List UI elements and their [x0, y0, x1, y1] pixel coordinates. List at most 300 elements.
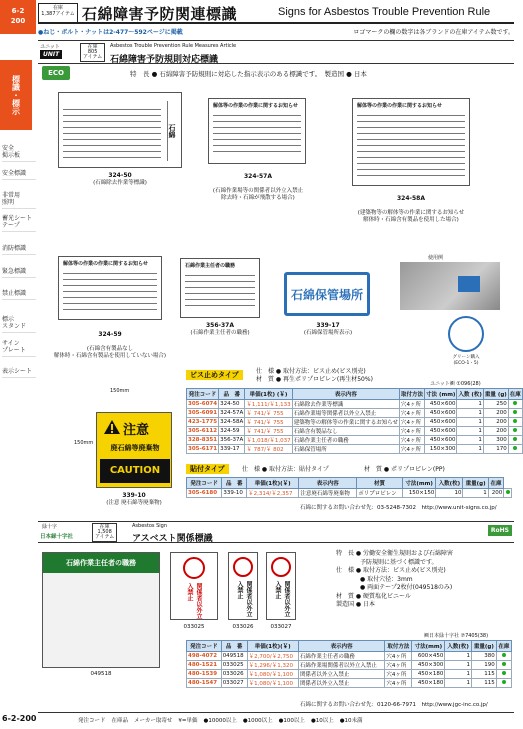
table-cell: 170: [483, 445, 508, 454]
text-line: [63, 303, 157, 304]
table-cell[interactable]: 480-1547: [187, 679, 222, 688]
column-header: 単価(1枚) (￥): [245, 389, 292, 400]
column-header: 重量(g): [471, 641, 496, 652]
table-cell: 穴4ヶ所: [385, 652, 412, 661]
type2-spec-material: 材 質 ● ポリプロピレン(PP): [364, 466, 445, 473]
feature-line: 特 長 ● 労働安全衛生規則および石綿障害: [336, 550, 454, 557]
caption-339-10: [80, 492, 188, 507]
table-cell: 1: [457, 418, 483, 427]
caption-033027: 033027: [270, 624, 292, 630]
column-header: 寸法 (mm): [425, 389, 457, 400]
text-line: [357, 121, 465, 122]
brand-caption: ユニット: [40, 44, 60, 50]
sign-324-58a: [352, 98, 470, 186]
eco-mark: ECO: [42, 66, 70, 80]
type1-spec-mounting: 仕 様 ● 取付方法：ビス止め(ビス別売): [256, 368, 366, 375]
text-line: [357, 133, 465, 134]
text-line: [63, 297, 157, 298]
text-line: [357, 145, 465, 146]
table-cell: 10: [436, 489, 463, 498]
column-header: 在庫: [496, 641, 511, 652]
type1-bar: [186, 370, 243, 380]
column-header: 入数(枚): [445, 641, 472, 652]
table-cell: 1: [445, 652, 472, 661]
text-line: [357, 139, 465, 140]
text-line: [213, 121, 301, 122]
table-cell: 穴4ヶ所: [400, 400, 425, 409]
table-cell: ￥ 787/￥ 802: [245, 445, 292, 454]
text-line: [213, 145, 301, 146]
section2-title: アスベスト関係標識: [132, 534, 213, 544]
section2-table: [186, 640, 512, 688]
sidebar-item[interactable]: 表示シート: [2, 368, 36, 378]
legend-item: 在庫品: [111, 717, 129, 724]
sign-033027-label: 関係者以外立入禁止: [274, 581, 290, 617]
legend-item: メーカー取寄せ: [134, 717, 173, 724]
sign-049518: [42, 552, 160, 668]
section2-maker: ㈱日本緑十字社 ⑦7405(38): [424, 633, 489, 639]
caption-code: 339-17: [316, 322, 340, 329]
table-cell: ￥2,700/￥2,750: [247, 652, 298, 661]
sidebar-item[interactable]: 蓄光シート テープ: [2, 215, 36, 232]
text-line: [63, 291, 157, 292]
table-cell: 190: [471, 661, 496, 670]
table-cell: 324-59: [219, 427, 245, 436]
column-header: 寸法(mm): [412, 641, 445, 652]
stock-cell: [504, 489, 512, 498]
column-header: 取付方法: [385, 641, 412, 652]
stock-dot-icon: [513, 419, 517, 423]
dim-line-w: [96, 394, 172, 396]
table-cell[interactable]: 305-6091: [188, 410, 218, 416]
table-cell: 150×300: [425, 445, 457, 454]
text-line: [357, 163, 465, 164]
photo-label: 使用例: [428, 255, 444, 261]
table-cell: 1: [445, 661, 472, 670]
text-line: [63, 109, 161, 110]
table-cell: 324-57A: [220, 410, 244, 416]
caption-033025: 033025: [183, 624, 205, 630]
caption-desc: (注意 廃石綿等廃棄物): [106, 500, 162, 506]
sub-header: [38, 27, 514, 37]
type1-table: [186, 388, 523, 454]
sign-033025: [170, 552, 218, 620]
column-header: 在庫: [508, 389, 522, 400]
table-cell: 033025: [221, 661, 247, 670]
section1-stock-count: 在庫 805 アイテム: [80, 43, 105, 62]
stock-cell: [496, 670, 511, 679]
table-cell: 穴4ヶ所: [385, 679, 412, 688]
sign-049518-title: 石綿作業主任者の職務: [43, 553, 159, 573]
text-line: [185, 305, 255, 306]
sidebar-item[interactable]: 消防標識: [2, 245, 36, 255]
table-cell: 1: [463, 489, 488, 498]
sign-heading: 解体等の作業の作業に関するお知らせ: [357, 103, 442, 109]
stock-cell: [508, 445, 522, 454]
sidebar-item[interactable]: 安全 掲示板: [2, 145, 36, 162]
column-header: 単価(1枚)(￥): [247, 641, 298, 652]
brand-caption: 緑十字: [42, 524, 58, 530]
column-header: 発注コード: [187, 478, 222, 489]
table-cell: 324-50: [219, 400, 245, 409]
table-cell: 注意廃石綿等廃棄物: [299, 489, 357, 498]
sign-033025-label: 関係者以外立入禁止: [186, 583, 202, 619]
midori-juji-logo: 日本緑十字社: [40, 534, 74, 540]
text-line: [357, 151, 465, 152]
category-tab[interactable]: 標識・標示: [0, 60, 32, 130]
text-line: [357, 175, 465, 176]
section1-en-title: Asbestos Trouble Prevention Rule Measures Article: [110, 43, 237, 49]
table-row: [187, 489, 512, 498]
table-cell: 450×600: [425, 409, 457, 418]
stock-dot-icon: [506, 490, 510, 494]
section2-stock-count: 在庫 1,508 アイテム: [92, 523, 117, 542]
table-cell: 1: [457, 427, 483, 436]
caption-324-57a: [200, 166, 316, 202]
sticker-title: 注意: [123, 423, 150, 438]
text-line: [357, 157, 465, 158]
text-line: [213, 139, 301, 140]
table-cell: 033026: [221, 670, 247, 679]
table-cell: 200: [483, 418, 508, 427]
sidebar-item[interactable]: 標示 スタンド: [2, 316, 36, 333]
type1-maker: ユニット㈱ ①096(28): [430, 381, 481, 387]
feature-line: ● 取付穴径：3mm: [336, 575, 413, 583]
table-cell: ￥1,080/￥1,100: [247, 679, 298, 688]
caption-desc: (石綿除去作業等標識): [93, 180, 147, 186]
sign-339-17: 石綿保管場所: [284, 272, 370, 316]
type2-tag: 貼付タイプ: [186, 464, 229, 474]
text-line: [63, 121, 161, 122]
table-cell[interactable]: 305-6074: [188, 401, 218, 407]
sign-324-59: [58, 256, 162, 320]
sign-356-37a: [180, 258, 260, 318]
green-purchase-mark: [448, 316, 484, 352]
table-cell: 建築物等の解体等の作業に関するお知らせ: [292, 418, 399, 427]
feature-line: 予防規則に基づく標識です。: [336, 558, 438, 566]
table-cell: ￥ 741/￥ 755: [245, 427, 292, 436]
table-cell[interactable]: 480-1521: [187, 661, 222, 670]
stock-cell: [508, 427, 522, 436]
caption-324-58a: [344, 188, 478, 224]
table-cell: 200: [483, 427, 508, 436]
feature-line: 材 質 ● 硬質塩化ビニール: [336, 592, 411, 600]
table-cell[interactable]: 498-4072: [187, 652, 222, 661]
table-cell: 関係者以外立入禁止: [298, 670, 385, 679]
text-line: [185, 281, 255, 282]
table-cell: 穴4ヶ所: [400, 418, 425, 427]
column-header: 発注コード: [187, 641, 222, 652]
sign-033026: [228, 552, 258, 620]
table-cell: 450×600: [425, 436, 457, 445]
caption-desc: (建築物等の解体等の作業に関するお知らせ 解体時・石綿含有製品を使用した場合): [357, 210, 465, 223]
section2-contact: 石綿に関するお問い合わせ先：0120-66-7971 http://www.jgc-inc.co.jp/: [300, 702, 488, 708]
table-cell: 339-17: [219, 445, 245, 454]
sign-324-57a: [208, 98, 306, 164]
column-header: 重量 (g): [483, 389, 508, 400]
page-title-en: Signs for Asbestos Trouble Prevention Rule: [278, 6, 491, 18]
column-header: 品 番: [219, 389, 245, 400]
table-cell: 穴4ヶ所: [400, 436, 425, 445]
table-cell: 450×180: [412, 670, 445, 679]
table-cell: 450×600: [425, 400, 457, 409]
sidebar-item[interactable]: 禁止標識: [2, 290, 36, 300]
stock-cell: [496, 661, 511, 670]
caption-desc: (石綿含有製品なし 解体時・石綿含有製品を使用していない場合): [53, 346, 167, 359]
table-cell: 300: [483, 436, 508, 445]
usage-photo: [400, 262, 500, 310]
text-line: [63, 309, 157, 310]
table-cell: 450×180: [412, 679, 445, 688]
text-line: [185, 275, 255, 276]
legend-item: ●1000以上: [242, 717, 273, 724]
text-line: [63, 151, 161, 152]
column-header: 表示内容: [292, 389, 399, 400]
table-row: [187, 400, 523, 409]
page-header: [38, 2, 514, 24]
caption-code: 324-58A: [396, 195, 425, 202]
text-line: [213, 151, 301, 152]
stock-dot-icon: [502, 653, 506, 657]
table-row: [187, 670, 512, 679]
unit-brand-logo: UNIT: [40, 50, 62, 59]
text-line: [63, 133, 161, 134]
legend-item: ¥=単価: [178, 717, 198, 724]
page-number: 6-2-200: [2, 714, 37, 723]
page-title: 石綿障害予防関連標識: [82, 5, 238, 23]
table-cell: 石綿作業主任者の職務: [292, 436, 399, 445]
sign-heading: 解体等の作業の作業に関するお知らせ: [63, 261, 148, 267]
section1-title: 石綿障害予防規則対応標識: [110, 55, 219, 65]
stock-dot-icon: [513, 410, 517, 414]
column-header: 在庫: [488, 478, 503, 489]
text-line: [213, 127, 301, 128]
caption-033026: 033026: [232, 624, 254, 630]
legend-footer: [38, 712, 514, 726]
table-row: [187, 409, 523, 418]
no-entry-icon: [233, 557, 253, 577]
sidebar-item[interactable]: 安全標識: [2, 170, 36, 180]
sign-033027: [266, 552, 296, 620]
table-cell: 1: [457, 400, 483, 409]
table-cell: 450×600: [425, 427, 457, 436]
no-entry-icon: [271, 557, 291, 577]
text-line: [63, 139, 161, 140]
legend-item: ●10未満: [339, 717, 363, 724]
stock-cell: [508, 436, 522, 445]
caption-049518: 049518: [90, 671, 112, 677]
type2-contact: 石綿に関するお問い合わせ先：03-5248-7302 http://www.unit-signs.co.jp/: [300, 505, 497, 511]
logo-note: ロゴマークの欄の数字は各ブランドの在庫アイテム数です。: [353, 29, 514, 36]
table-row: [187, 445, 523, 454]
stock-count-box: 在庫 1,387アイテム: [38, 3, 78, 23]
stock-cell: [508, 409, 522, 418]
stock-dot-icon: [513, 437, 517, 441]
text-line: [185, 293, 255, 294]
sign-vertical-heading: 石綿: [167, 101, 177, 161]
table-row: [187, 427, 523, 436]
table-cell: 関係者以外立入禁止: [298, 679, 385, 688]
type2-bar: [186, 464, 229, 474]
table-cell: ￥2,314/￥2,357: [247, 489, 299, 498]
text-line: [357, 169, 465, 170]
table-cell: 600×450: [412, 652, 445, 661]
type2-spec-mounting: 仕 様 ● 取付方法：貼付タイプ: [242, 466, 329, 473]
table-cell[interactable]: 423-1775: [188, 419, 218, 425]
section2-en-title: Asbestos Sign: [132, 523, 167, 529]
text-line: [63, 279, 157, 280]
table-cell: 339-10: [222, 489, 247, 498]
table-cell: ￥ 741/￥ 755: [245, 418, 292, 427]
caption-code: 324-57A: [243, 173, 272, 180]
table-cell: 1: [457, 445, 483, 454]
column-header: 発注コード: [187, 389, 219, 400]
warning-triangle-icon: [103, 419, 121, 435]
column-header: 品 番: [222, 478, 247, 489]
table-cell: 穴4ヶ所: [400, 445, 425, 454]
table-cell: ￥ 741/￥ 755: [245, 409, 292, 418]
section1-features: 特 長 ● 石綿障害予防規則に対応した指示表示のある標識です。 製造国 ● 日本: [130, 70, 367, 78]
table-cell: 石綿保管場所: [292, 445, 399, 454]
type1-tag: ビス止めタイプ: [186, 370, 243, 380]
table-cell[interactable]: 305-6112: [188, 428, 218, 434]
table-cell: ￥1,018/￥1,037: [245, 436, 292, 445]
table-cell: 石綿作業主任者の職務: [298, 652, 385, 661]
table-cell: 380: [471, 652, 496, 661]
sign-324-50: [58, 92, 182, 168]
stock-dot-icon: [502, 662, 506, 666]
no-entry-icon: [183, 557, 205, 579]
table-cell: 1: [457, 436, 483, 445]
column-header: 表示内容: [298, 641, 385, 652]
feature-line: 製造国 ● 日本: [336, 601, 376, 608]
table-row: [187, 418, 523, 427]
feature-line: ● 両面テープ2枚付(049518のみ): [336, 584, 453, 591]
table-cell: ￥1,080/￥1,100: [247, 670, 298, 679]
caption-356-37a: [172, 322, 268, 337]
table-row: [187, 652, 512, 661]
table-cell[interactable]: 480-1539: [187, 670, 222, 679]
type2-table: [186, 477, 512, 498]
stock-dot-icon: [502, 680, 506, 684]
table-cell: 200: [488, 489, 503, 498]
table-cell: 150×150: [402, 489, 436, 498]
table-cell: 石綿作業場関係者以外立入禁止: [298, 661, 385, 670]
table-cell: 033027: [221, 679, 247, 688]
table-cell: 450×300: [412, 661, 445, 670]
table-cell[interactable]: 305-6171: [188, 446, 218, 452]
legend-item: ●10以上: [310, 717, 334, 724]
stock-dot-icon: [502, 671, 506, 675]
feature-line: 仕 様 ● 取付方法：ビス止め(ビス別売): [336, 567, 446, 574]
sticker-sign-339-10: [96, 412, 172, 488]
page-code-badge: 6-2 200: [0, 0, 36, 34]
column-header: 取付方法: [400, 389, 425, 400]
table-cell: 石綿含有製品なし: [292, 427, 399, 436]
table-row: [187, 661, 512, 670]
caption-339-17: [276, 322, 380, 337]
table-cell: 1: [445, 670, 472, 679]
column-header: 単価(1枚)(￥): [247, 478, 299, 489]
sign-heading: 解体等の作業の作業に関するお知らせ: [213, 103, 298, 109]
sticker-caution: CAUTION: [100, 459, 170, 483]
stock-cell: [508, 418, 522, 427]
column-header: 入数 (枚): [457, 389, 483, 400]
table-cell[interactable]: 305-6180: [187, 489, 222, 498]
section1-title-bar: [38, 40, 514, 64]
sidebar-item[interactable]: 緊急標識: [2, 268, 36, 278]
dim-width: 150mm: [110, 388, 130, 394]
screw-note: ●ねじ・ボルト・ナットは2-477〜592ページに掲載: [38, 29, 183, 36]
text-line: [63, 157, 161, 158]
column-header: 品 番: [221, 641, 247, 652]
sidebar-item[interactable]: 非常用 照明: [2, 192, 36, 209]
text-line: [185, 299, 255, 300]
dim-height: 150mm: [74, 440, 94, 446]
table-cell[interactable]: 328-8351: [188, 437, 218, 443]
table-cell: ￥1,111/￥1,133: [245, 400, 292, 409]
text-line: [213, 115, 301, 116]
table-cell: 250: [483, 400, 508, 409]
column-header: 材質: [357, 478, 403, 489]
sidebar-item[interactable]: サイン プレート: [2, 340, 36, 357]
stock-dot-icon: [513, 428, 517, 432]
column-header: 重量(g): [463, 478, 488, 489]
text-line: [63, 127, 161, 128]
table-cell: 200: [483, 409, 508, 418]
table-cell: 穴4ヶ所: [385, 670, 412, 679]
caption-desc: (石綿作業主任者の職務): [190, 330, 250, 336]
text-line: [63, 115, 161, 116]
text-line: [63, 145, 161, 146]
photo-sign: [458, 276, 480, 292]
caption-desc: (石綿保管場所表示): [303, 330, 353, 336]
table-cell: ポリプロピレン: [357, 489, 403, 498]
table-cell: 穴4ヶ所: [400, 409, 425, 418]
sticker-body: 廃石綿等廃棄物: [110, 444, 160, 452]
stock-dot-icon: [513, 401, 517, 405]
caption-desc: (石綿作業場等の関係者以外立入禁止 除去時・石綿が飛散する場合): [212, 188, 304, 201]
sign-033026-label: 関係者以外立入禁止: [236, 581, 252, 617]
table-cell: 1: [445, 679, 472, 688]
text-line: [63, 273, 157, 274]
type1-spec-material: 材 質 ● 再生ポリプロピレン(再生材50%): [256, 376, 373, 383]
legend-item: 発注コード: [78, 717, 106, 724]
caption-324-50: [58, 172, 182, 187]
table-cell: 450×600: [425, 418, 457, 427]
column-header: 表示内容: [299, 478, 357, 489]
caption-code: 324-50: [108, 172, 132, 179]
table-cell: 石綿作業場等関係者以外立入禁止: [292, 409, 399, 418]
table-row: [187, 436, 523, 445]
stock-dot-icon: [513, 446, 517, 450]
stock-cell: [508, 400, 522, 409]
caption-324-59: [48, 324, 172, 360]
green-purchase-label: グリーン購入 (ECO-1・5): [452, 355, 480, 366]
column-header: 寸法(mm): [402, 478, 436, 489]
table-cell: 324-58A: [220, 419, 244, 425]
text-line: [63, 285, 157, 286]
table-cell: 石綿除去作業等標識: [292, 400, 399, 409]
text-line: [357, 115, 465, 116]
table-row: [187, 679, 512, 688]
table-cell: 115: [471, 670, 496, 679]
table-cell: 115: [471, 679, 496, 688]
text-line: [185, 287, 255, 288]
stock-cell: [496, 652, 511, 661]
text-line: [213, 133, 301, 134]
caption-code: 339-10: [122, 492, 146, 499]
